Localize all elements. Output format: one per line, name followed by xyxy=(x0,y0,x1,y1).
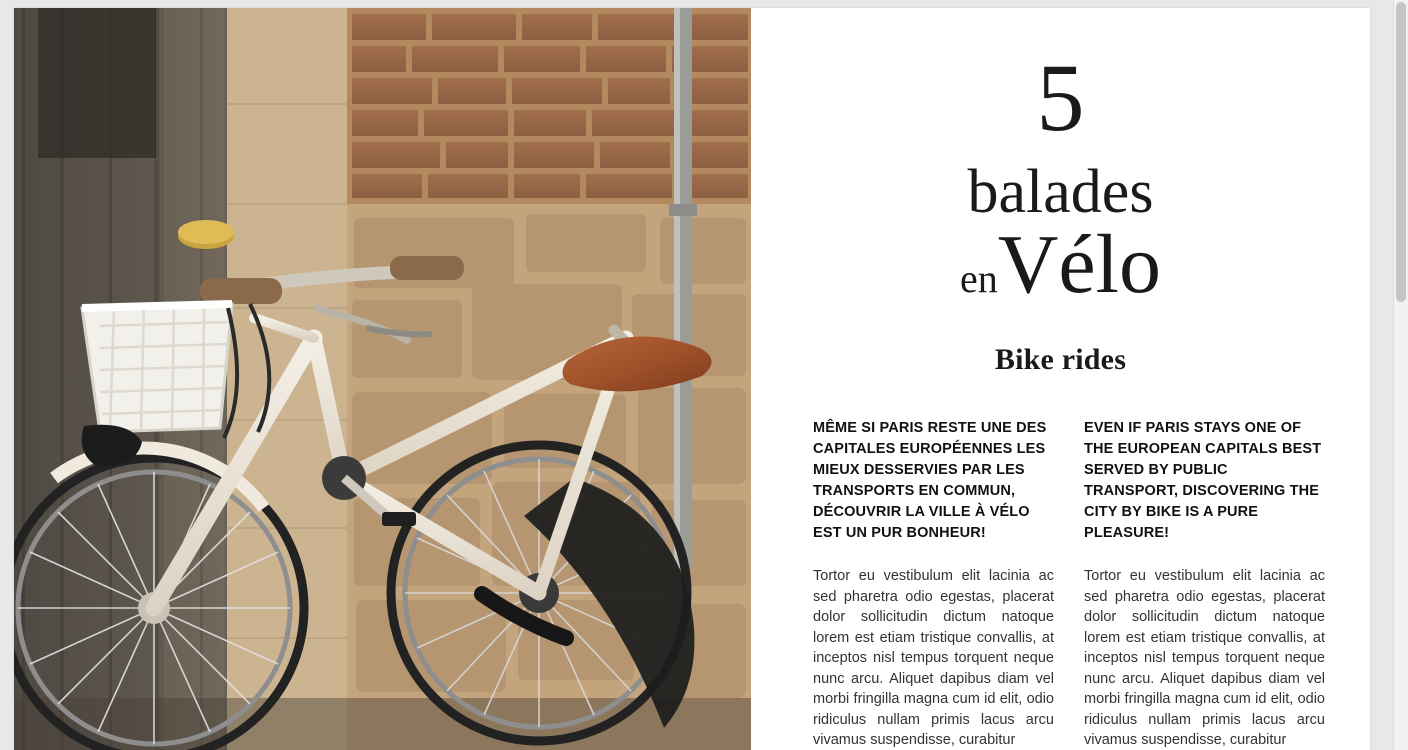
title-prefix-en: en xyxy=(959,256,998,301)
column-english xyxy=(1084,418,1325,750)
title-main-velo: Vélo xyxy=(997,218,1162,311)
english-body: Tortor eu vestibulum elit lacinia ac sed pharetra odio egestas, placerat dolor sollicitudin dictum natoque lorem est etiam tristique convallis, at inceptos nisl tempus torquent neque nunc arcu. Aliquet dapibus diam vel morbi fringilla magna cum id elit, odio ridiculus nullam primis lacus arcu vivamus suspendisse, curabitur xyxy=(1084,568,1325,748)
column-french xyxy=(813,418,1054,750)
english-lede: EVEN IF PARIS STAYS ONE OF THE EUROPEAN CAPITALS BEST SERVED BY PUBLIC TRANSPORT, DISCOVERING THE CITY BY BIKE IS A PURE PLEASURE! xyxy=(1084,420,1322,541)
french-lede: MÊME SI PARIS RESTE UNE DES CAPITALES EUROPÉENNES LES MIEUX DESSERVIES PAR LES TRANSPORTS EN COMMUN, DÉCOUVRIR LA VILLE À VÉLO EST UN PUR BONHEUR! xyxy=(813,420,1047,541)
document-page xyxy=(14,8,1370,750)
bicycle-photo xyxy=(14,8,751,750)
subtitle-bike-rides: Bike rides xyxy=(994,343,1127,376)
text-columns xyxy=(813,418,1325,750)
bicycle-photo-illustration xyxy=(14,8,751,750)
title-block xyxy=(751,8,1370,377)
title-word-balades: balades xyxy=(967,158,1154,226)
scrollbar-thumb[interactable] xyxy=(1396,2,1406,302)
title-line-velo xyxy=(751,218,1370,327)
french-body: Tortor eu vestibulum elit lacinia ac sed pharetra odio egestas, placerat dolor sollicitudin dictum natoque lorem est etiam tristique convallis, at inceptos nisl tempus torquent neque nunc arcu. Aliquet dapibus diam vel morbi fringilla magna cum id elit, odio ridiculus nullam primis lacus arcu vivamus suspendisse, curabitur xyxy=(813,568,1054,748)
vertical-scrollbar[interactable] xyxy=(1393,0,1408,750)
title-number: 5 xyxy=(1036,44,1085,151)
article-content xyxy=(751,8,1370,750)
